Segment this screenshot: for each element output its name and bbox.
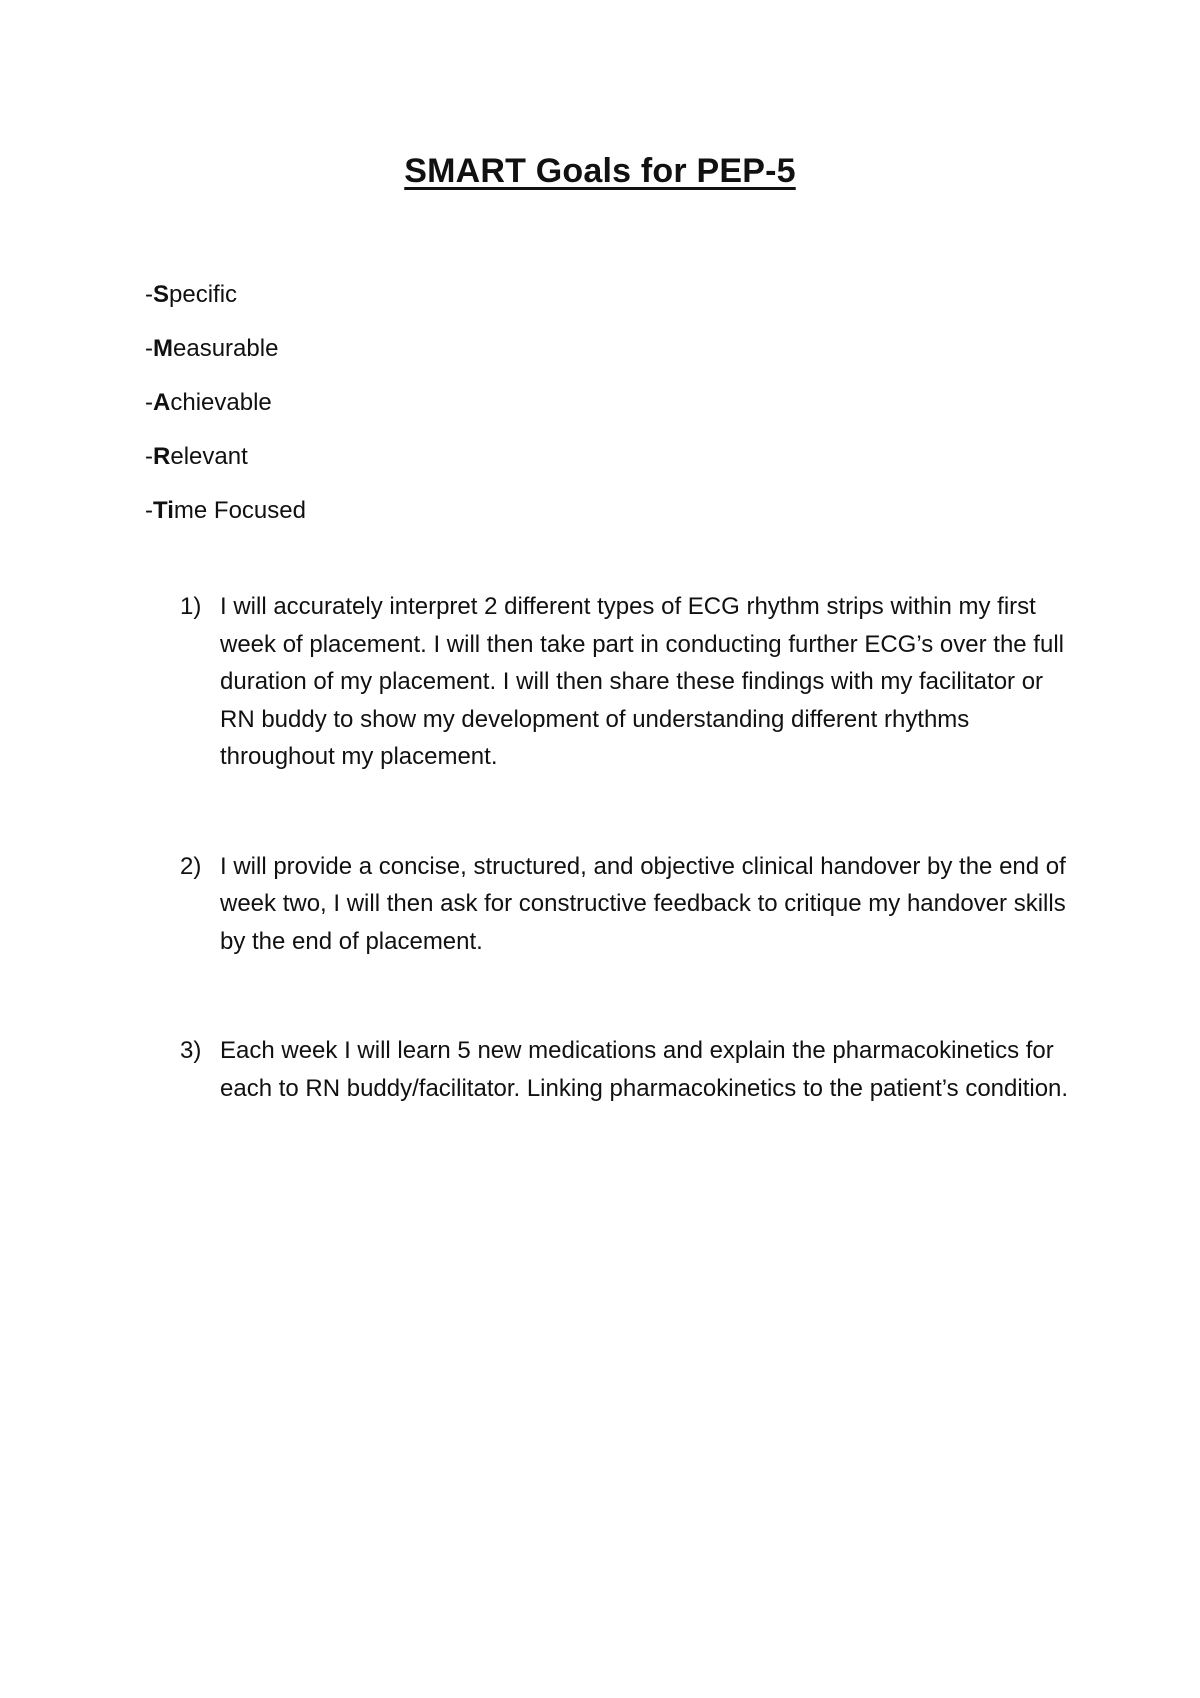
smart-letter: Ti xyxy=(153,497,174,524)
goal-text: I will accurately interpret 2 different types of ECG rhythm strips within my first week of placement. I will then take part in conducting further ECG’s over the full duration of my placement. I will then share these findings with my facilitator or RN buddy to show my development of understanding different rhythms throughout my placement. xyxy=(220,593,1064,770)
smart-item-relevant xyxy=(145,430,306,484)
goal-number: 2) xyxy=(180,852,202,880)
smart-letter: R xyxy=(153,443,171,470)
goals-list xyxy=(180,588,1080,1107)
smart-item-achievable xyxy=(145,376,306,430)
smart-word-rest: chievable xyxy=(170,389,272,416)
goal-item xyxy=(180,848,1080,961)
goal-item xyxy=(180,588,1080,776)
smart-dash: - xyxy=(145,335,153,362)
goal-number: 3) xyxy=(180,1037,202,1064)
smart-item-time-focused xyxy=(145,484,306,538)
smart-acronym-list xyxy=(145,268,306,538)
smart-letter: S xyxy=(153,281,170,308)
document-title: SMART Goals for PEP-5 xyxy=(404,152,796,190)
smart-word-rest: me Focused xyxy=(173,497,306,524)
goal-text: Each week I will learn 5 new medications and explain the pharmacokinetics for each to RN buddy/facilitator. Linking pharmacokinetics to the patient’s condition. xyxy=(220,1037,1069,1102)
smart-word-rest: elevant xyxy=(170,443,248,470)
smart-dash: - xyxy=(145,443,153,470)
smart-dash: - xyxy=(145,497,153,524)
smart-item-specific xyxy=(145,268,306,322)
smart-dash: - xyxy=(145,281,153,308)
goal-number: 1) xyxy=(180,593,202,620)
goal-text: I will provide a concise, structured, and objective clinical handover by the end of week two, I will then ask for constructive feedback to critique my handover skills by the end of placement. xyxy=(220,852,1066,955)
smart-item-measurable xyxy=(145,322,306,376)
smart-letter: M xyxy=(153,335,173,362)
goal-item xyxy=(180,1032,1080,1107)
smart-word-rest: easurable xyxy=(173,335,279,362)
smart-word-rest: pecific xyxy=(169,281,238,308)
smart-dash: - xyxy=(145,389,153,416)
smart-letter: A xyxy=(153,389,171,416)
